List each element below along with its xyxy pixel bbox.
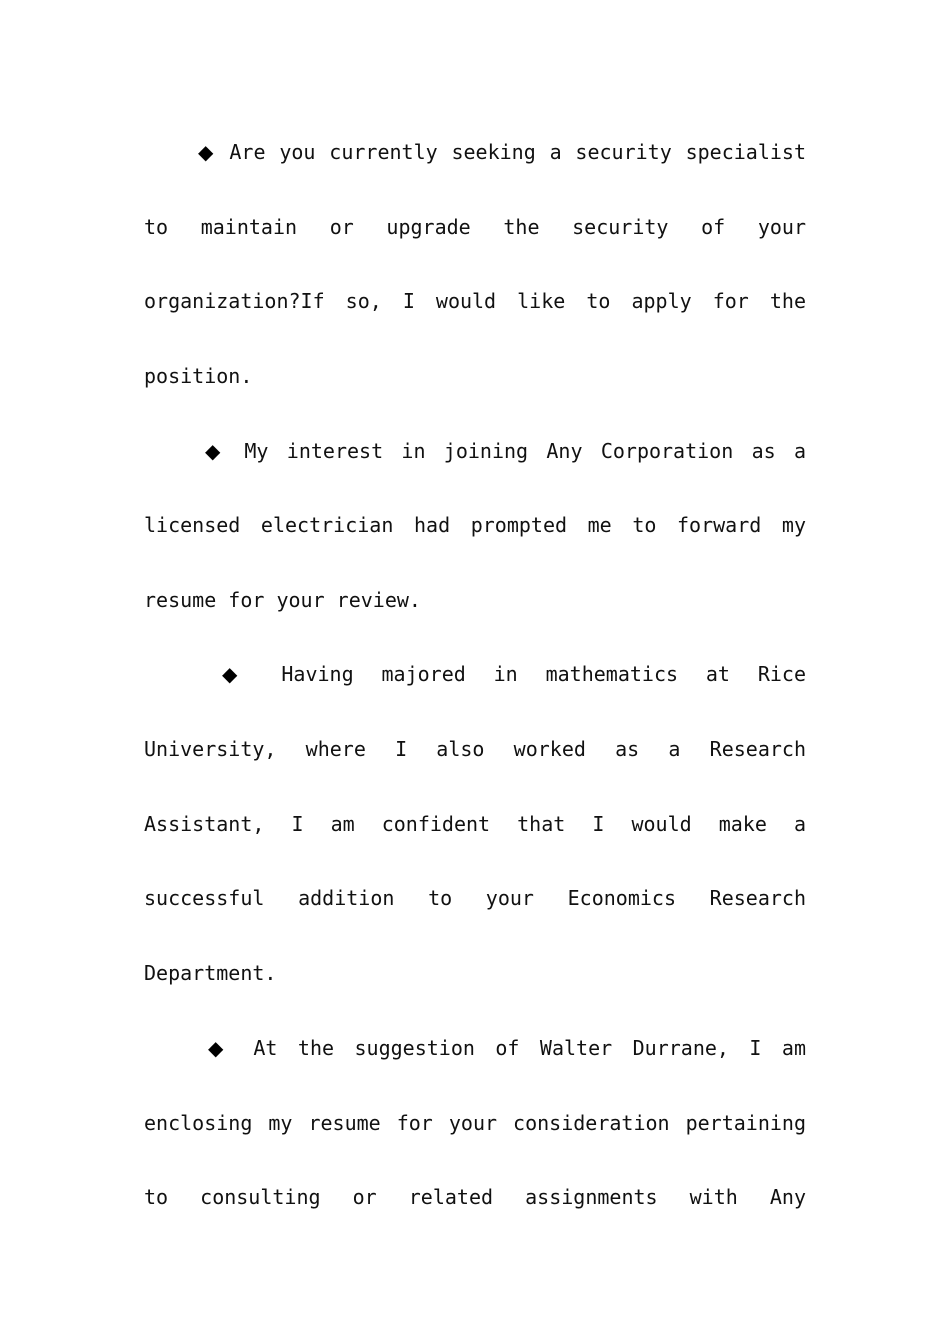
paragraph-3-line-5: [144, 961, 806, 985]
paragraph-2-line-3: [144, 588, 806, 612]
paragraph-3-line-1-text: Having majored in mathematics at Rice: [281, 662, 806, 686]
paragraph-3-line-3-text: Assistant, I am confident that I would make a: [144, 812, 806, 836]
paragraph-2-line-2-text: licensed electrician had prompted me to forward my: [144, 513, 806, 537]
paragraph-3-line-4-text: successful addition to your Economics Research: [144, 886, 806, 910]
paragraph-1-line-3: [144, 289, 806, 313]
bullet-diamond-icon: ◆: [208, 1036, 224, 1060]
paragraph-1-line-3-text: organization?If so, I would like to apply for the: [144, 289, 806, 313]
paragraph-4-line-1-text: At the suggestion of Walter Durrane, I am: [253, 1036, 806, 1060]
bullet-diamond-icon: ◆: [198, 140, 214, 164]
paragraph-2-line-1: [205, 439, 806, 463]
paragraph-1-line-4-text: position.: [144, 364, 253, 388]
paragraph-3-line-2-text: University, where I also worked as a Research: [144, 737, 806, 761]
paragraph-3-line-1: [222, 662, 806, 686]
paragraph-2-line-3-text: resume for your review.: [144, 588, 421, 612]
paragraph-2-line-1-text: My interest in joining Any Corporation as a: [244, 439, 806, 463]
paragraph-2-line-2: [144, 513, 806, 537]
paragraph-3-line-5-text: Department.: [144, 961, 277, 985]
paragraph-1-line-4: [144, 364, 806, 388]
paragraph-3-line-3: [144, 812, 806, 836]
paragraph-4-line-2-text: enclosing my resume for your consideration pertaining: [144, 1111, 806, 1135]
paragraph-3-line-2: [144, 737, 806, 761]
paragraph-1-line-1-text: Are you currently seeking a security specialist: [229, 140, 806, 164]
bullet-diamond-icon: ◆: [222, 662, 238, 686]
paragraph-1-line-2: [144, 215, 806, 239]
bullet-diamond-icon: ◆: [205, 439, 221, 463]
paragraph-1-line-1: [198, 140, 806, 164]
paragraph-3-line-4: [144, 886, 806, 910]
paragraph-4-line-1: [208, 1036, 806, 1060]
paragraph-4-line-3: [144, 1185, 806, 1209]
paragraph-4-line-3-text: to consulting or related assignments with Any: [144, 1185, 806, 1209]
paragraph-4-line-2: [144, 1111, 806, 1135]
paragraph-1-line-2-text: to maintain or upgrade the security of your: [144, 215, 806, 239]
